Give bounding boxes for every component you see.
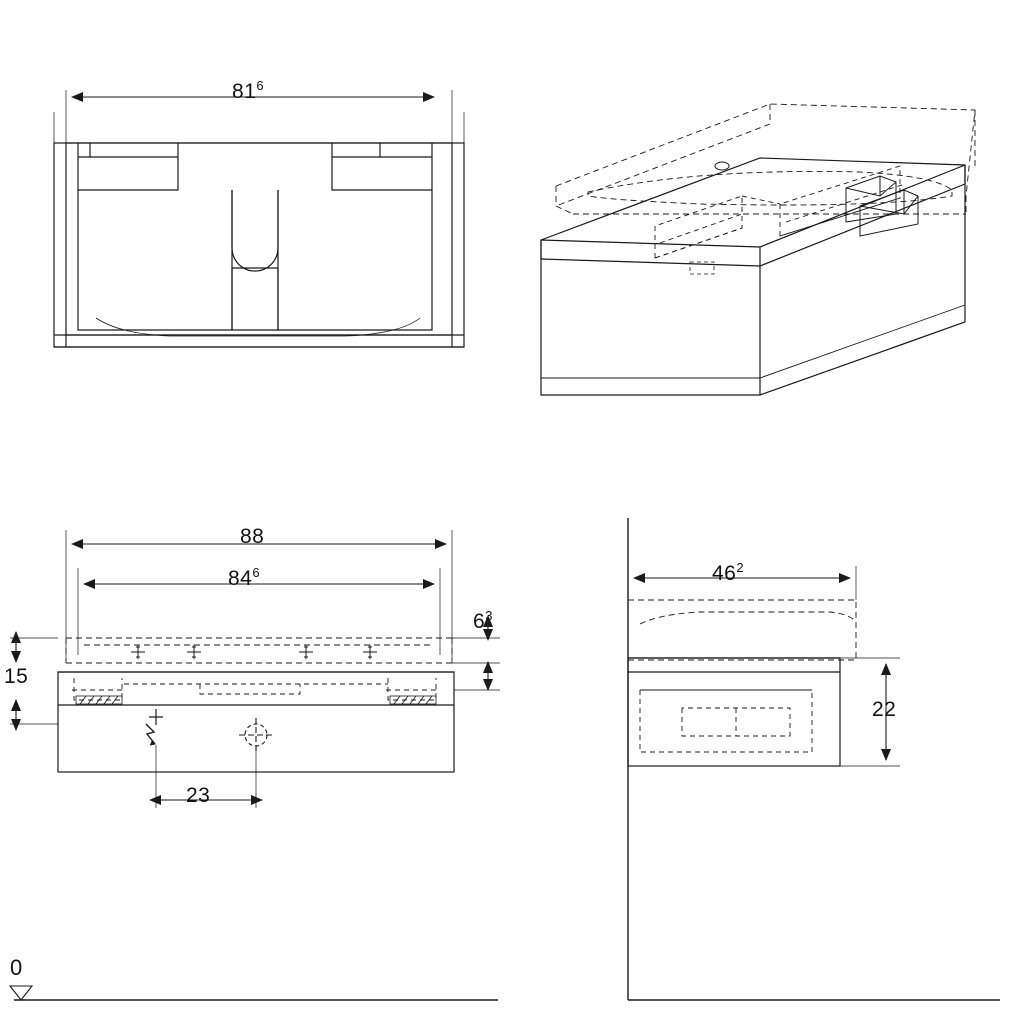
floor-datum-marker	[10, 986, 498, 1000]
dim-side-height: 22	[872, 698, 897, 721]
dim-front-width: $81^6$	[232, 78, 264, 103]
dim-side-depth: $46^2$	[712, 560, 744, 585]
dim-plan-left-offset: 15	[4, 665, 29, 688]
dim-plan-rail-height: $6^3$	[473, 608, 493, 633]
isometric-view	[541, 104, 975, 395]
dim-plan-inner-width: $84^6$	[228, 565, 260, 590]
front-elevation-view	[54, 90, 464, 347]
dim-plan-overall-width: 88	[240, 525, 265, 548]
side-elevation-view	[628, 518, 1000, 1000]
dim-plan-center-offset: 23	[186, 784, 211, 807]
floor-datum-label: 0	[10, 955, 23, 980]
